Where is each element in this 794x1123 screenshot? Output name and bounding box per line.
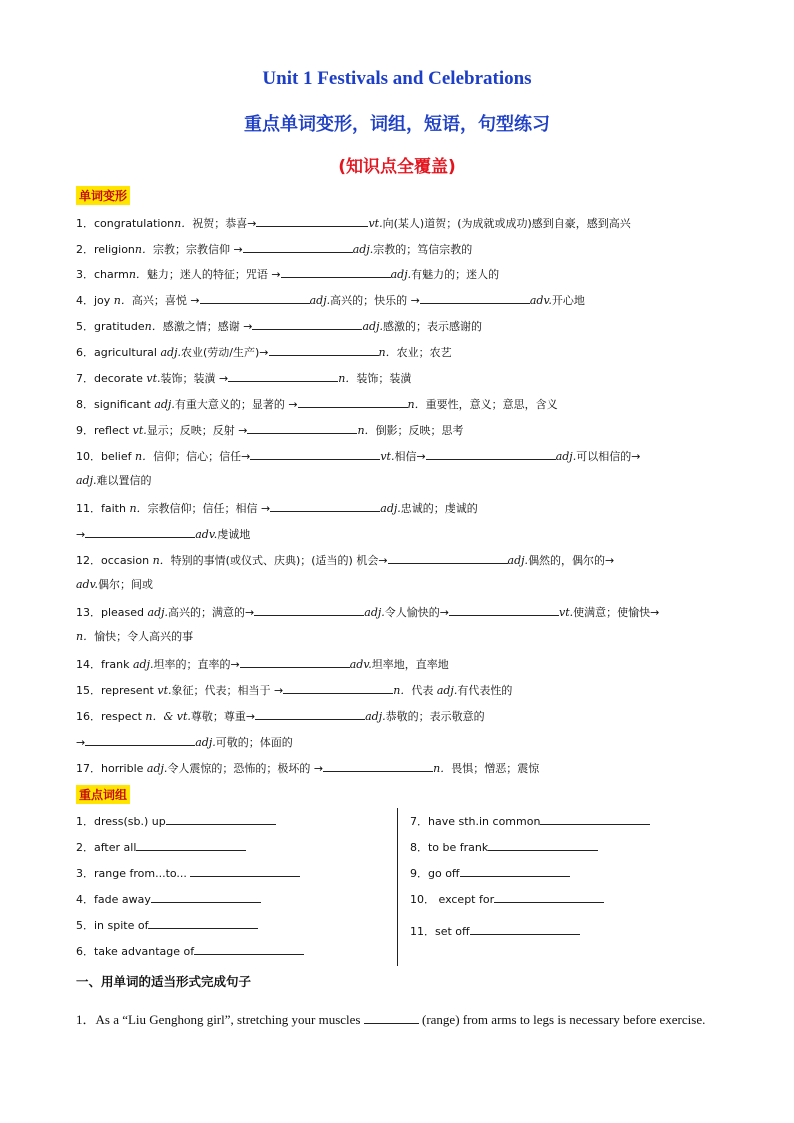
answer-blank[interactable] <box>449 604 559 616</box>
answer-blank[interactable] <box>194 943 304 955</box>
exercise-sentence-1: 1．As a “Liu Genghong girl”, stretching your muscles (range) from arms to legs is necessary before exercise. <box>76 1012 706 1027</box>
word-item-6: 6．agricultural adj.农业(劳动/生产)→ n．农业；农艺 <box>76 346 452 359</box>
word-item-2: 2．religionn．宗教；宗教信仰 → adj.宗教的；笃信宗教的 <box>76 243 473 256</box>
answer-blank[interactable] <box>190 865 300 877</box>
phrase-item-2: 2．after all <box>76 839 246 855</box>
answer-blank[interactable] <box>136 839 246 851</box>
word-item-10-cont: adj.难以置信的 <box>76 474 152 487</box>
answer-blank[interactable] <box>240 656 350 668</box>
phrase-item-11: 11．set off <box>410 923 580 939</box>
answer-blank[interactable] <box>488 839 598 851</box>
answer-blank[interactable] <box>388 552 508 564</box>
word-item-1: 1．congratulationn．祝贺；恭喜→ vt.向(某人)道贺；(为成就或成功)感到自豪，感到高兴 <box>76 217 631 230</box>
answer-blank[interactable] <box>148 917 258 929</box>
word-item-8: 8．significant adj.有重大意义的；显著的 → n．重要性，意义；意思，含义 <box>76 398 558 411</box>
word-item-3: 3．charmn．魅力；迷人的特征；咒语 → adj.有魅力的；迷人的 <box>76 268 500 281</box>
phrase-item-1: 1．dress(sb.) up <box>76 813 276 829</box>
answer-blank[interactable] <box>200 292 310 304</box>
answer-blank[interactable] <box>281 266 391 278</box>
word-item-11: 11．faith n．宗教信仰；信任；相信 → adj.忠诚的；虔诚的 <box>76 502 478 515</box>
answer-blank[interactable] <box>166 813 276 825</box>
word-item-10: 10．belief n．信仰；信心；信任→ vt.相信→ adj.可以相信的→ <box>76 450 641 463</box>
answer-blank[interactable] <box>256 215 368 227</box>
word-item-16: 16．respect n．& vt.尊敬；尊重→ adj.恭敬的；表示敬意的 <box>76 710 485 723</box>
word-item-5: 5．gratituden．感激之情；感谢 → adj.感激的；表示感谢的 <box>76 320 482 333</box>
answer-blank[interactable] <box>255 708 365 720</box>
section-label-phrases: 重点词组 <box>76 785 130 804</box>
word-item-11-cont: → adv.虔诚地 <box>76 528 251 541</box>
phrase-item-7: 7．have sth.in common <box>410 813 650 829</box>
worksheet-subtitle: 重点单词变形，词组，短语，句型练习 <box>244 114 550 135</box>
answer-blank[interactable] <box>298 396 408 408</box>
answer-blank[interactable] <box>151 891 261 903</box>
word-item-12: 12．occasion n．特别的事情(或仪式、庆典)；(适当的) 机会→ adj.偶然的，偶尔的→ <box>76 554 615 567</box>
answer-blank[interactable] <box>228 370 338 382</box>
word-item-12-cont: adv.偶尔；间或 <box>76 578 154 591</box>
answer-blank[interactable] <box>420 292 530 304</box>
word-item-14: 14．frank adj.坦率的；直率的→ adv.坦率地，直率地 <box>76 658 449 671</box>
answer-blank[interactable] <box>323 760 433 772</box>
section-label-word-forms: 单词变形 <box>76 186 130 205</box>
answer-blank[interactable] <box>470 923 580 935</box>
column-divider <box>397 808 398 966</box>
word-item-17: 17．horrible adj.令人震惊的；恐怖的；极坏的 → n．畏惧；憎恶；震惊 <box>76 762 540 775</box>
answer-blank[interactable] <box>85 734 195 746</box>
phrase-item-10: 10． except for <box>410 891 604 907</box>
answer-blank[interactable] <box>426 448 556 460</box>
phrase-item-3: 3．range from...to... <box>76 865 300 881</box>
answer-blank[interactable] <box>540 813 650 825</box>
exercise-heading: 一、用单词的适当形式完成句子 <box>76 974 252 989</box>
phrase-item-9: 9．go off <box>410 865 570 881</box>
word-item-15: 15．represent vt.象征；代表；相当于 → n．代表 adj.有代表性的 <box>76 684 513 697</box>
answer-blank[interactable] <box>85 526 195 538</box>
word-item-13: 13．pleased adj.高兴的；满意的→ adj.令人愉快的→ vt.使满意；使愉快→ <box>76 606 660 619</box>
unit-title: Unit 1 Festivals and Celebrations <box>262 68 532 89</box>
phrase-item-4: 4．fade away <box>76 891 261 907</box>
phrase-item-6: 6．take advantage of <box>76 943 304 959</box>
answer-blank[interactable] <box>247 422 357 434</box>
answer-blank[interactable] <box>270 500 380 512</box>
answer-blank[interactable] <box>269 344 379 356</box>
word-item-4: 4．joy n．高兴；喜悦 → adj.高兴的；快乐的 → adv.开心地 <box>76 294 585 307</box>
word-item-16-cont: → adj.可敬的；体面的 <box>76 736 293 749</box>
answer-blank[interactable] <box>254 604 364 616</box>
word-item-7: 7．decorate vt.装饰；装潢 → n．装饰；装潢 <box>76 372 412 385</box>
phrase-item-5: 5．in spite of <box>76 917 258 933</box>
answer-blank[interactable] <box>243 241 353 253</box>
answer-blank[interactable] <box>494 891 604 903</box>
word-item-13-cont: n．愉快；令人高兴的事 <box>76 630 194 643</box>
word-item-9: 9．reflect vt.显示；反映；反射 → n．倒影；反映；思考 <box>76 424 464 437</box>
answer-blank[interactable] <box>460 865 570 877</box>
answer-blank[interactable] <box>364 1012 419 1024</box>
phrase-item-8: 8．to be frank <box>410 839 598 855</box>
answer-blank[interactable] <box>252 318 362 330</box>
coverage-note: (知识点全覆盖) <box>338 157 456 177</box>
answer-blank[interactable] <box>283 682 393 694</box>
answer-blank[interactable] <box>250 448 380 460</box>
